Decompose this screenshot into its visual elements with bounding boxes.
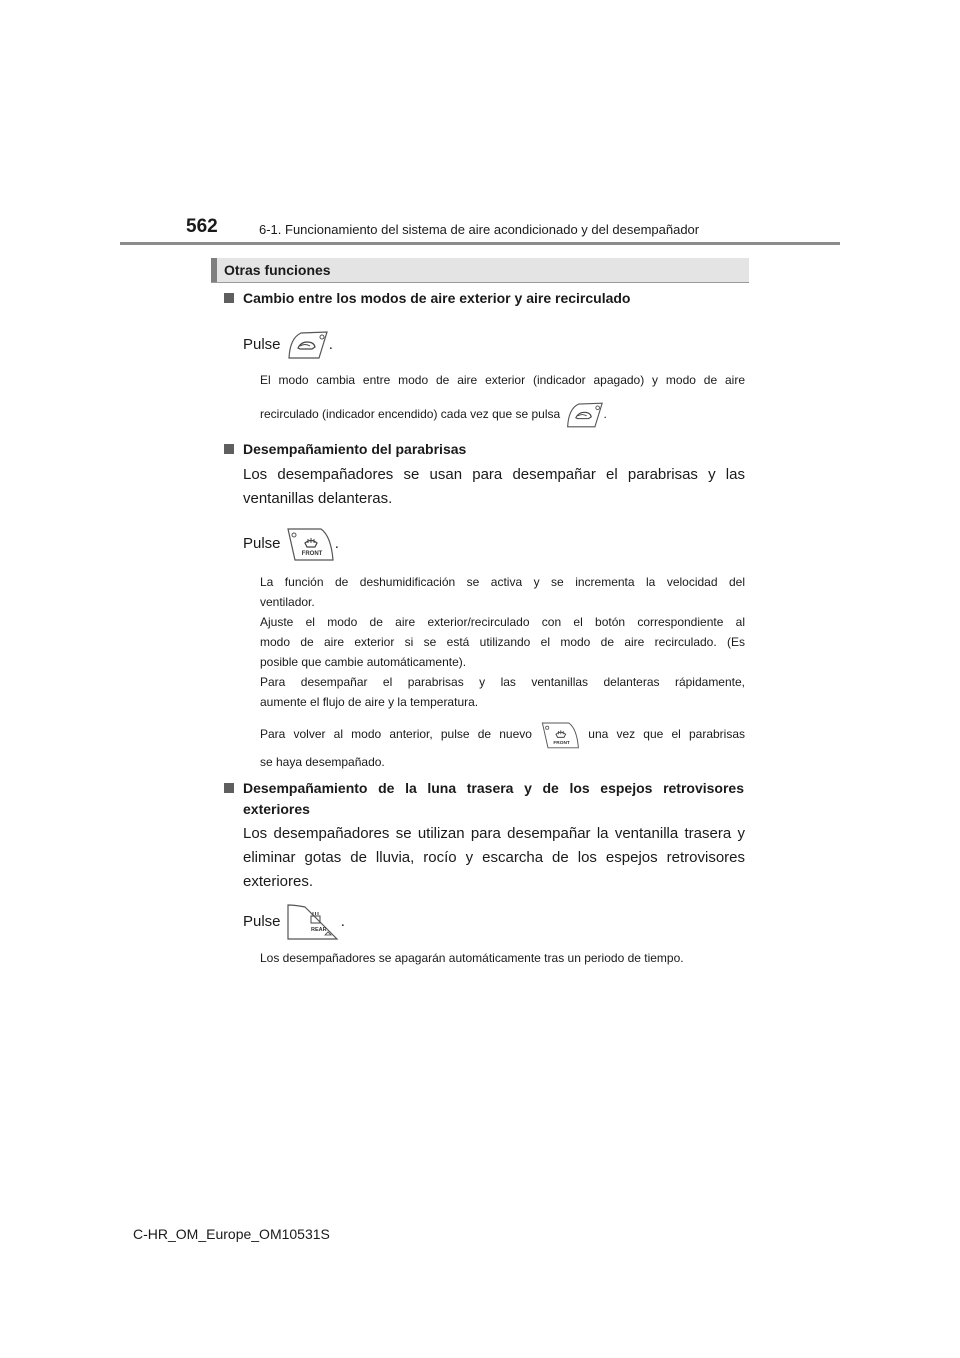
note-line: posible que cambie automáticamente). — [260, 655, 467, 669]
heading-text: Desempañamiento de la luna trasera y de los espejos retrovisores — [243, 780, 744, 796]
note-line: aumente el flujo de aire y la temperatura. — [260, 695, 479, 709]
heading-rear-defog — [224, 778, 744, 820]
note-text: Para volver al modo anterior, pulse de nuevo — [260, 727, 532, 741]
page-number: 562 — [186, 216, 218, 237]
square-bullet-icon — [224, 783, 234, 793]
body-line: ventanillas delanteras. — [243, 490, 393, 507]
square-bullet-icon — [224, 293, 234, 303]
note-return-line — [260, 718, 745, 750]
recirculation-button-icon — [285, 330, 329, 360]
heading-recirculation — [224, 288, 744, 309]
body-rear-defog — [243, 822, 745, 894]
note-text: una vez que el parabrisas — [588, 727, 746, 741]
rear-defogger-button-icon — [285, 902, 341, 942]
body-line: Los desempañadores se usan para desempañar el parabrisas y las — [243, 466, 745, 483]
button-label: REAR — [310, 927, 327, 934]
note-line-with-icon — [260, 400, 745, 429]
pulse-front-line — [243, 526, 745, 562]
body-line: Los desempañadores se utilizan para desempañar la ventanilla trasera y — [243, 825, 745, 842]
pulse-suffix: . — [328, 335, 333, 353]
front-defroster-button-icon — [285, 526, 335, 562]
note-line: Para desempañar el parabrisas y las ventanillas delanteras rápidamente, — [260, 675, 745, 689]
note-line: Ajuste el modo de aire exterior/recirculado con el botón correspondiente al — [260, 615, 745, 629]
note-line-with-icon — [260, 718, 745, 750]
section-marker — [211, 258, 217, 282]
pulse-suffix: . — [334, 535, 339, 552]
body-line: eliminar gotas de lluvia, rocío y escarcha de los espejos retrovisores — [243, 849, 745, 866]
recirculation-button-icon — [564, 401, 604, 429]
note-recirculation — [260, 370, 745, 429]
note-line: modo de aire exterior si se está utilizando el modo de aire recirculado. (Es — [260, 635, 745, 649]
front-defroster-button-icon — [540, 720, 580, 750]
heading-text: exteriores — [243, 801, 310, 817]
note-line: El modo cambia entre modo de aire exterior (indicador apagado) y modo de aire — [260, 373, 745, 387]
chapter-title: 6-1. Funcionamiento del sistema de aire acondicionado y del desempañador — [259, 222, 700, 237]
heading-text: Cambio entre los modos de aire exterior y aire recirculado — [243, 290, 631, 306]
header-divider — [120, 242, 840, 245]
section-title: Otras funciones — [224, 262, 331, 278]
note-line: La función de deshumidificación se activa y se incrementa la velocidad del — [260, 575, 745, 589]
button-label: FRONT — [301, 551, 323, 558]
body-windshield-defog — [243, 463, 745, 511]
square-bullet-icon — [224, 444, 234, 454]
note-return-end: se haya desempañado. — [260, 755, 385, 769]
pulse-label: Pulse — [243, 913, 281, 930]
note-windshield-defog — [260, 572, 745, 712]
heading-text: Desempañamiento del parabrisas — [243, 441, 467, 457]
note-rear-defog: Los desempañadores se apagarán automáticamente tras un periodo de tiempo. — [260, 951, 684, 965]
section-header-bar — [211, 258, 749, 283]
pulse-suffix: . — [340, 913, 345, 930]
button-label: FRONT — [553, 740, 570, 746]
pulse-label: Pulse — [243, 535, 281, 552]
note-line: ventilador. — [260, 595, 315, 609]
pulse-recirculation-line — [243, 330, 745, 360]
pulse-rear-line — [243, 902, 745, 942]
body-line: exteriores. — [243, 873, 314, 890]
note-suffix: . — [603, 407, 607, 421]
doc-code: C-HR_OM_Europe_OM10531S — [133, 1226, 330, 1242]
note-text: recirculado (indicador encendido) cada vez que se pulsa — [260, 407, 561, 421]
heading-windshield-defog — [224, 439, 744, 460]
pulse-label: Pulse — [243, 335, 281, 353]
